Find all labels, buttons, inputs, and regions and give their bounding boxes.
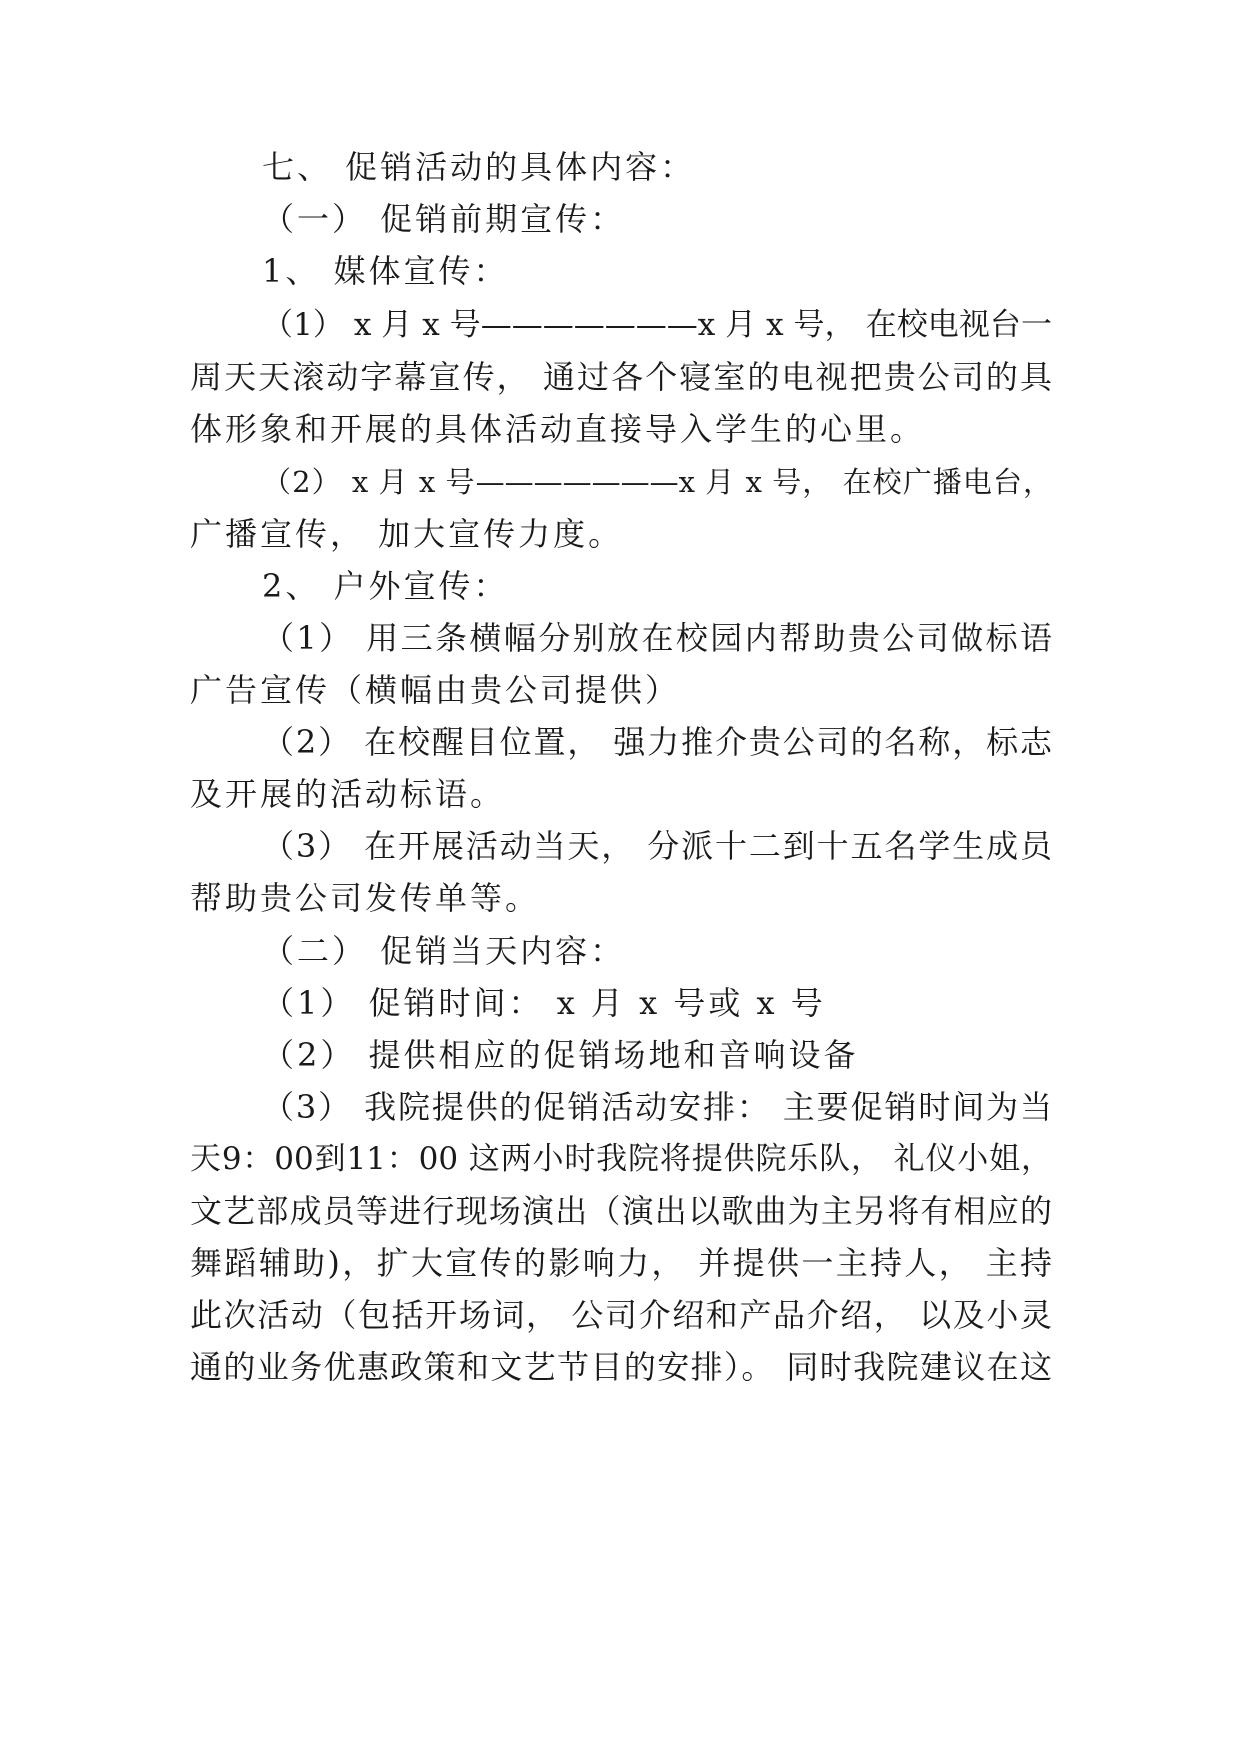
- subsection-heading-2: （二） 促销当天内容：: [262, 932, 626, 970]
- paragraph-line: （2） 提供相应的促销场地和音响设备: [262, 1036, 859, 1074]
- paragraph-line: （3） 我院提供的促销活动安排： 主要促销时间为当: [262, 1088, 1052, 1126]
- paragraph-line: 通的业务优惠政策和文艺节目的安排）。 同时我院建议在这: [190, 1348, 1052, 1386]
- paragraph-line: （1） x 月 x 号———————x 月 x 号， 在校电视台一: [262, 307, 1052, 343]
- section-heading-7: 七、 促销活动的具体内容：: [262, 148, 696, 186]
- paragraph-line: （2） x 月 x 号———————x 月 x 号， 在校广播电台，: [262, 465, 1052, 499]
- paragraph-line: 体形象和开展的具体活动直接导入学生的心里。: [190, 410, 926, 448]
- paragraph-line: 舞蹈辅助)，扩大宣传的影响力， 并提供一主持人， 主持: [190, 1244, 1052, 1282]
- paragraph-line: 天9：00到11：00 这两小时我院将提供院乐队， 礼仪小姐，: [190, 1141, 1052, 1177]
- paragraph-line: 广告宣传（横幅由贵公司提供）: [190, 671, 681, 709]
- item-heading-media: 1、 媒体宣传：: [262, 252, 509, 290]
- paragraph-line: （3） 在开展活动当天， 分派十二到十五名学生成员: [262, 827, 1052, 865]
- paragraph-line: （1） 促销时间： x 月 x 号或 x 号: [262, 984, 826, 1022]
- paragraph-line: 及开展的活动标语。: [190, 775, 506, 813]
- item-heading-outdoor: 2、 户外宣传：: [262, 567, 509, 605]
- subsection-heading-1: （一） 促销前期宣传：: [262, 200, 626, 238]
- paragraph-line: 文艺部成员等进行现场演出（演出以歌曲为主另将有相应的: [190, 1192, 1052, 1230]
- paragraph-line: 帮助贵公司发传单等。: [190, 879, 541, 917]
- paragraph-line: 周天天滚动字幕宣传， 通过各个寝室的电视把贵公司的具: [190, 358, 1052, 396]
- paragraph-line: 此次活动（包括开场词， 公司介绍和产品介绍， 以及小灵: [190, 1296, 1052, 1334]
- paragraph-line: （2） 在校醒目位置， 强力推介贵公司的名称，标志: [262, 723, 1052, 761]
- paragraph-line: （1） 用三条横幅分别放在校园内帮助贵公司做标语: [262, 619, 1052, 657]
- paragraph-line: 广播宣传， 加大宣传力度。: [190, 515, 624, 553]
